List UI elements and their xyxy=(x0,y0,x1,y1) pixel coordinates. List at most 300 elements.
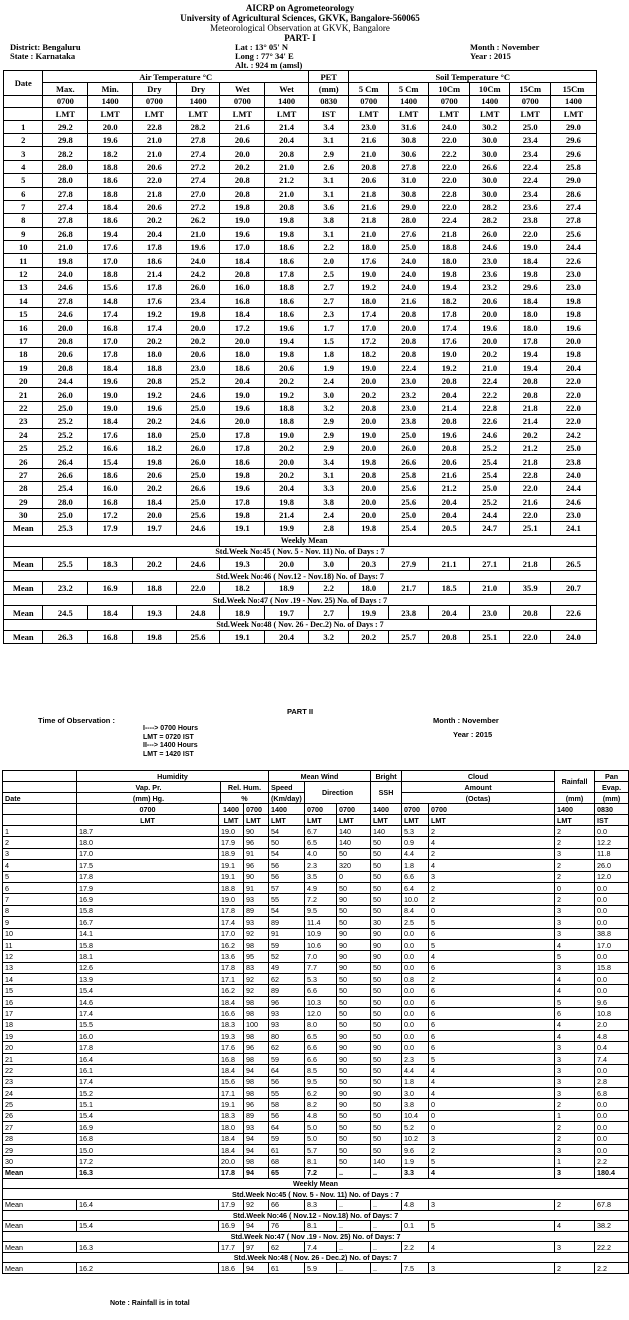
weekly-value: 3.2 xyxy=(308,630,349,643)
value-cell: 27.8 xyxy=(43,187,88,200)
value-cell: 30.0 xyxy=(469,147,510,160)
value-cell: 15.8 xyxy=(77,905,219,916)
value-cell: 19.8 xyxy=(265,348,309,361)
value-cell: 4 xyxy=(555,1031,595,1042)
table-row xyxy=(4,482,597,495)
value-cell: 20.2 xyxy=(133,334,177,347)
value-cell: 3.0 xyxy=(308,388,349,401)
value-cell: .. xyxy=(371,1263,402,1274)
value-cell: 19.6 xyxy=(265,321,309,334)
date-cell: 4 xyxy=(4,160,43,173)
value-cell: 65 xyxy=(269,1167,305,1178)
value-cell: 20.8 xyxy=(510,388,551,401)
value-cell: 91 xyxy=(244,848,269,859)
value-cell: 7.4 xyxy=(595,1053,629,1064)
value-cell: 12.0 xyxy=(595,871,629,882)
value-cell: 20.8 xyxy=(388,334,429,347)
value-cell: 50 xyxy=(371,1008,402,1019)
table-row xyxy=(4,227,597,240)
value-cell: 0.0 xyxy=(595,985,629,996)
value-cell: 50 xyxy=(371,974,402,985)
value-cell: 0 xyxy=(429,1122,555,1133)
value-cell: 19.2 xyxy=(349,281,388,294)
value-cell: 4 xyxy=(429,1065,555,1076)
value-cell: 17.0 xyxy=(88,334,133,347)
weekly-value: 21.7 xyxy=(388,582,429,595)
station-meta xyxy=(0,43,600,70)
value-cell: 16.2 xyxy=(219,985,244,996)
value-cell: 98 xyxy=(244,996,269,1007)
value-cell: 7.2 xyxy=(305,1167,337,1178)
table-row xyxy=(4,334,597,347)
value-cell: 54 xyxy=(269,848,305,859)
value-cell: 17.2 xyxy=(88,508,133,521)
value-cell: 29.2 xyxy=(43,120,88,133)
value-cell: .. xyxy=(371,1242,402,1253)
value-cell: 3.3 xyxy=(402,1167,429,1178)
value-cell: 21.0 xyxy=(43,241,88,254)
value-cell: 50 xyxy=(337,905,371,916)
value-cell: 18.0 xyxy=(220,348,265,361)
report-header xyxy=(0,0,600,43)
table-row xyxy=(4,374,597,387)
value-cell: 5.3 xyxy=(305,974,337,985)
value-cell: 50 xyxy=(371,1053,402,1064)
value-cell: 56 xyxy=(269,1076,305,1087)
value-cell: 50 xyxy=(337,1122,371,1133)
value-cell: 91 xyxy=(244,882,269,893)
value-cell: 90 xyxy=(337,1087,371,1098)
date-cell: 24 xyxy=(3,1087,77,1098)
value-cell: 20.2 xyxy=(265,374,309,387)
date-cell: 30 xyxy=(4,508,43,521)
value-cell: 54 xyxy=(269,905,305,916)
value-cell: 7.4 xyxy=(305,1242,337,1253)
value-cell: 16.4 xyxy=(77,1053,219,1064)
table-row xyxy=(4,174,597,187)
value-cell: 90 xyxy=(337,939,371,950)
value-cell: 5.0 xyxy=(305,1133,337,1144)
mean-wind-header: Mean Wind xyxy=(269,771,371,782)
value-cell: 1 xyxy=(555,1110,595,1121)
value-cell: 19.0 xyxy=(349,267,388,280)
value-cell: 20.2 xyxy=(469,348,510,361)
value-cell: 19.6 xyxy=(220,401,265,414)
value-cell: 50 xyxy=(371,985,402,996)
value-cell: 10.4 xyxy=(402,1110,429,1121)
value-cell: 17.8 xyxy=(265,267,309,280)
value-cell: 3 xyxy=(555,1242,595,1253)
table-row xyxy=(4,348,597,361)
value-cell: 92 xyxy=(244,928,269,939)
weekly-value: 35.9 xyxy=(510,582,551,595)
value-cell: 20.4 xyxy=(265,482,309,495)
value-cell: 19.4 xyxy=(429,281,470,294)
value-cell: 94 xyxy=(244,1167,269,1178)
weekly-value: 20.2 xyxy=(133,557,177,570)
value-cell: 22.0 xyxy=(429,133,470,146)
value-cell: 3.1 xyxy=(308,187,349,200)
value-cell: 59 xyxy=(269,939,305,950)
date-cell: 15 xyxy=(4,308,43,321)
value-cell: 90 xyxy=(337,962,371,973)
value-cell: 96 xyxy=(244,1099,269,1110)
value-cell: 2.2 xyxy=(595,1156,629,1167)
value-cell: 20.0 xyxy=(349,374,388,387)
std-week-title: Std.Week No:45 ( Nov. 5 - Nov. 11) No. of Days : 7 xyxy=(3,1189,629,1200)
value-cell: 19.2 xyxy=(133,388,177,401)
state: State : Karnataka xyxy=(10,51,76,61)
value-cell: 50 xyxy=(337,882,371,893)
value-cell: 16.9 xyxy=(77,1122,219,1133)
value-cell: 2.9 xyxy=(308,428,349,441)
value-cell: 19.0 xyxy=(219,894,244,905)
part-two-title: PART II xyxy=(286,707,314,716)
unit-row xyxy=(4,108,597,120)
weekly-value: 24.0 xyxy=(550,630,596,643)
district: District: Bengaluru xyxy=(10,42,81,52)
value-cell: 0.0 xyxy=(402,928,429,939)
date-cell: 16 xyxy=(4,321,43,334)
table-row xyxy=(3,1065,629,1076)
rainfall-note: Note : Rainfall is in total xyxy=(110,1300,190,1307)
weekly-value: 21.0 xyxy=(469,582,510,595)
value-cell: 25.4 xyxy=(43,482,88,495)
value-cell: 90 xyxy=(337,1031,371,1042)
value-cell: 3 xyxy=(555,1167,595,1178)
value-cell: 96 xyxy=(244,860,269,871)
value-cell: 16.8 xyxy=(88,321,133,334)
value-cell: 18.4 xyxy=(219,1133,244,1144)
value-cell: 18.4 xyxy=(220,308,265,321)
value-cell: 21.2 xyxy=(510,441,551,454)
value-cell: 4 xyxy=(555,974,595,985)
value-cell: 20.0 xyxy=(349,482,388,495)
value-cell: 0 xyxy=(337,871,371,882)
std-week-title: Std.Week No:46 ( Nov.12 - Nov.18) No. of Days: 7 xyxy=(3,1210,629,1221)
value-cell: 2.2 xyxy=(595,1263,629,1274)
value-cell: 94 xyxy=(244,1144,269,1155)
value-cell: 22.8 xyxy=(510,468,551,481)
table-row xyxy=(3,894,629,905)
value-cell: 22.8 xyxy=(429,187,470,200)
value-cell: 9.6 xyxy=(402,1144,429,1155)
value-cell: 20.2 xyxy=(349,388,388,401)
value-cell: 0 xyxy=(429,905,555,916)
value-cell: 15.4 xyxy=(77,1110,219,1121)
value-cell: 100 xyxy=(244,1019,269,1030)
table-row xyxy=(3,1008,629,1019)
value-cell: 10.9 xyxy=(305,928,337,939)
value-cell: 38.2 xyxy=(595,1221,629,1232)
value-cell: 18.6 xyxy=(133,254,177,267)
value-cell: 27.2 xyxy=(176,200,220,213)
value-cell: 19.8 xyxy=(176,308,220,321)
value-cell: 0.0 xyxy=(402,962,429,973)
value-cell: 140 xyxy=(337,826,371,837)
part-one-title: PART- I xyxy=(284,33,316,43)
value-cell: 21.0 xyxy=(265,160,309,173)
value-cell: 4 xyxy=(555,939,595,950)
date-cell: Mean xyxy=(3,1242,77,1253)
value-cell: 22.0 xyxy=(550,415,596,428)
unit-header: LMT xyxy=(269,815,305,826)
value-cell: 19.3 xyxy=(219,1031,244,1042)
value-cell: 21.4 xyxy=(265,508,309,521)
mean-value: 24.1 xyxy=(550,522,596,535)
date-cell: 22 xyxy=(4,401,43,414)
value-cell: 18.6 xyxy=(265,308,309,321)
value-cell: 17.8 xyxy=(88,348,133,361)
value-cell: 18.6 xyxy=(220,455,265,468)
unit-header: LMT xyxy=(337,815,371,826)
value-cell: 17.0 xyxy=(220,241,265,254)
value-cell: 6.6 xyxy=(402,871,429,882)
value-cell: 20.0 xyxy=(349,415,388,428)
value-cell: 18.6 xyxy=(265,294,309,307)
value-cell: 24.0 xyxy=(388,281,429,294)
value-cell: 25.4 xyxy=(469,468,510,481)
value-cell: 17.0 xyxy=(219,928,244,939)
value-cell: 18.4 xyxy=(510,254,551,267)
value-cell: 6 xyxy=(429,928,555,939)
value-cell: 17.6 xyxy=(349,254,388,267)
value-cell: 17.9 xyxy=(219,1199,244,1210)
value-cell: 24.0 xyxy=(43,267,88,280)
value-cell: 20.0 xyxy=(219,1156,244,1167)
value-cell: 21.0 xyxy=(133,147,177,160)
value-cell: 50 xyxy=(337,1019,371,1030)
mean-value: 20.5 xyxy=(429,522,470,535)
time-header: 0700 xyxy=(220,95,265,107)
mm-hg-header: (mm) Hg. xyxy=(77,793,221,804)
value-cell: 22.0 xyxy=(510,508,551,521)
weekly-value: 18.9 xyxy=(220,606,265,619)
value-cell: 20.8 xyxy=(429,415,470,428)
value-cell: 2 xyxy=(555,860,595,871)
value-cell: 22.0 xyxy=(133,174,177,187)
value-cell: 0.0 xyxy=(402,951,429,962)
date-cell: 14 xyxy=(4,294,43,307)
value-cell: 93 xyxy=(269,1019,305,1030)
value-cell: 14.1 xyxy=(77,928,219,939)
part-one-table xyxy=(3,70,597,644)
weekly-value: 18.2 xyxy=(220,582,265,595)
value-cell: 16.9 xyxy=(219,1221,244,1232)
value-cell: 25.0 xyxy=(469,482,510,495)
value-cell: 1.5 xyxy=(308,334,349,347)
value-cell: 3 xyxy=(555,1065,595,1076)
value-cell: 20.0 xyxy=(43,321,88,334)
value-cell: 96 xyxy=(269,996,305,1007)
value-cell: 2.0 xyxy=(308,254,349,267)
legend-line: II---> 1400 Hours xyxy=(143,742,198,749)
value-cell: 15.4 xyxy=(77,1221,219,1232)
mean-row xyxy=(4,522,597,535)
std-week-title-row xyxy=(4,571,597,582)
column-header: Wet xyxy=(220,83,265,95)
unit-header: LMT xyxy=(349,108,388,120)
value-cell: 25.6 xyxy=(176,508,220,521)
column-header: Min. xyxy=(88,83,133,95)
value-cell: 21.8 xyxy=(349,187,388,200)
value-cell: 80 xyxy=(269,1031,305,1042)
value-cell: 0.0 xyxy=(595,882,629,893)
value-cell: 20.8 xyxy=(429,374,470,387)
table-row xyxy=(3,1053,629,1064)
value-cell: 50 xyxy=(371,1031,402,1042)
value-cell: 21.8 xyxy=(133,187,177,200)
value-cell: 24.2 xyxy=(550,428,596,441)
weekly-value: 19.1 xyxy=(220,630,265,643)
std-week-values-row xyxy=(4,606,597,619)
value-cell: 10.3 xyxy=(305,996,337,1007)
value-cell: 22.0 xyxy=(550,388,596,401)
value-cell: 9.6 xyxy=(595,996,629,1007)
value-cell: 6.6 xyxy=(305,985,337,996)
value-cell: 25.8 xyxy=(388,468,429,481)
value-cell: 11.8 xyxy=(595,848,629,859)
table-row xyxy=(3,917,629,928)
date-cell: 10 xyxy=(3,928,77,939)
value-cell: 3 xyxy=(555,905,595,916)
value-cell: 27.0 xyxy=(176,187,220,200)
time-header: 0700 xyxy=(77,804,219,815)
value-cell: 29.6 xyxy=(510,281,551,294)
value-cell: 90 xyxy=(337,951,371,962)
value-cell: 17.6 xyxy=(133,294,177,307)
weekly-mean-title-row xyxy=(3,1178,629,1189)
date-cell: 15 xyxy=(3,985,77,996)
value-cell: 4.0 xyxy=(305,848,337,859)
blank xyxy=(3,771,77,782)
value-cell: 23.8 xyxy=(388,415,429,428)
value-cell: 6.5 xyxy=(305,1031,337,1042)
weekly-value: 22.0 xyxy=(510,630,551,643)
value-cell: 0 xyxy=(429,1110,555,1121)
date-cell: 18 xyxy=(3,1019,77,1030)
value-cell: 25.2 xyxy=(43,428,88,441)
mean-value: 17.9 xyxy=(88,522,133,535)
value-cell: 28.2 xyxy=(176,120,220,133)
value-cell: 17.0 xyxy=(77,848,219,859)
value-cell: 19.8 xyxy=(265,495,309,508)
value-cell: 0.0 xyxy=(595,974,629,985)
unit-header: LMT xyxy=(402,815,429,826)
value-cell: 25.0 xyxy=(176,468,220,481)
value-cell: 17.0 xyxy=(349,321,388,334)
value-cell: 21.4 xyxy=(265,120,309,133)
value-cell: 23.8 xyxy=(550,455,596,468)
value-cell: 10.8 xyxy=(595,1008,629,1019)
value-cell: 22.4 xyxy=(510,160,551,173)
value-cell: 93 xyxy=(244,894,269,905)
value-cell: 18.8 xyxy=(265,281,309,294)
date-cell: 6 xyxy=(4,187,43,200)
table-row xyxy=(4,321,597,334)
time-header: 0700 xyxy=(349,95,388,107)
unit-header: LMT xyxy=(77,815,219,826)
weekly-value: 21.8 xyxy=(510,557,551,570)
column-header: 5 Cm xyxy=(349,83,388,95)
month: Month : November xyxy=(470,42,540,52)
value-cell: 27.8 xyxy=(176,133,220,146)
table-row xyxy=(3,1031,629,1042)
value-cell: 17.0 xyxy=(595,939,629,950)
value-cell: 17.6 xyxy=(429,334,470,347)
value-cell: 5 xyxy=(555,951,595,962)
value-cell: 18.4 xyxy=(88,415,133,428)
value-cell: 19.8 xyxy=(220,468,265,481)
date-cell: 14 xyxy=(3,974,77,985)
value-cell: 26.0 xyxy=(176,455,220,468)
weekly-value: 23.0 xyxy=(469,606,510,619)
date-cell: 13 xyxy=(4,281,43,294)
value-cell: 19.6 xyxy=(469,321,510,334)
value-cell: 18.4 xyxy=(219,996,244,1007)
value-cell: 17.8 xyxy=(219,905,244,916)
value-cell: 19.4 xyxy=(510,361,551,374)
value-cell: 3.8 xyxy=(402,1099,429,1110)
date-cell: 10 xyxy=(4,241,43,254)
table-row xyxy=(3,905,629,916)
value-cell: 17.9 xyxy=(77,882,219,893)
std-week-title: Std.Week No:48 ( Nov. 26 - Dec.2) No. of Days : 7 xyxy=(4,619,597,630)
std-week-title-row xyxy=(3,1210,629,1221)
value-cell: 17.5 xyxy=(77,860,219,871)
value-cell: 23.0 xyxy=(550,281,596,294)
value-cell: 50 xyxy=(371,894,402,905)
value-cell: 19.8 xyxy=(550,348,596,361)
value-cell: 19.0 xyxy=(265,428,309,441)
value-cell: 1.9 xyxy=(402,1156,429,1167)
value-cell: 21.8 xyxy=(429,227,470,240)
value-cell: 30.8 xyxy=(388,133,429,146)
value-cell: 20.6 xyxy=(133,468,177,481)
value-cell: 20.8 xyxy=(388,308,429,321)
value-cell: 3.2 xyxy=(308,401,349,414)
value-cell: 30.0 xyxy=(469,187,510,200)
value-cell: 25.8 xyxy=(550,160,596,173)
date-cell: 7 xyxy=(4,200,43,213)
weekly-value: 20.7 xyxy=(550,582,596,595)
value-cell: 18.0 xyxy=(219,1122,244,1133)
value-cell: 25.6 xyxy=(550,227,596,240)
value-cell: 7.5 xyxy=(402,1263,429,1274)
part-two-table xyxy=(2,770,629,1274)
value-cell: 19.1 xyxy=(219,871,244,882)
value-cell: 20.8 xyxy=(265,200,309,213)
value-cell: 50 xyxy=(371,1122,402,1133)
value-cell: 3 xyxy=(555,917,595,928)
value-cell: 17.8 xyxy=(133,281,177,294)
date-cell: 11 xyxy=(4,254,43,267)
value-cell: 3 xyxy=(429,1199,555,1210)
value-cell: 2.9 xyxy=(308,441,349,454)
value-cell: 20.0 xyxy=(265,455,309,468)
value-cell: 64 xyxy=(269,1065,305,1076)
value-cell: 19.1 xyxy=(219,860,244,871)
unit-header: LMT xyxy=(88,108,133,120)
vap-pr-header: Vap. Pr. xyxy=(77,782,221,793)
table-row xyxy=(3,1042,629,1053)
value-cell: 5.3 xyxy=(402,826,429,837)
date-cell: 19 xyxy=(3,1031,77,1042)
value-cell: .. xyxy=(337,1221,371,1232)
value-cell: 21.2 xyxy=(429,482,470,495)
unit-header: IST xyxy=(308,108,349,120)
date-cell: 5 xyxy=(3,871,77,882)
